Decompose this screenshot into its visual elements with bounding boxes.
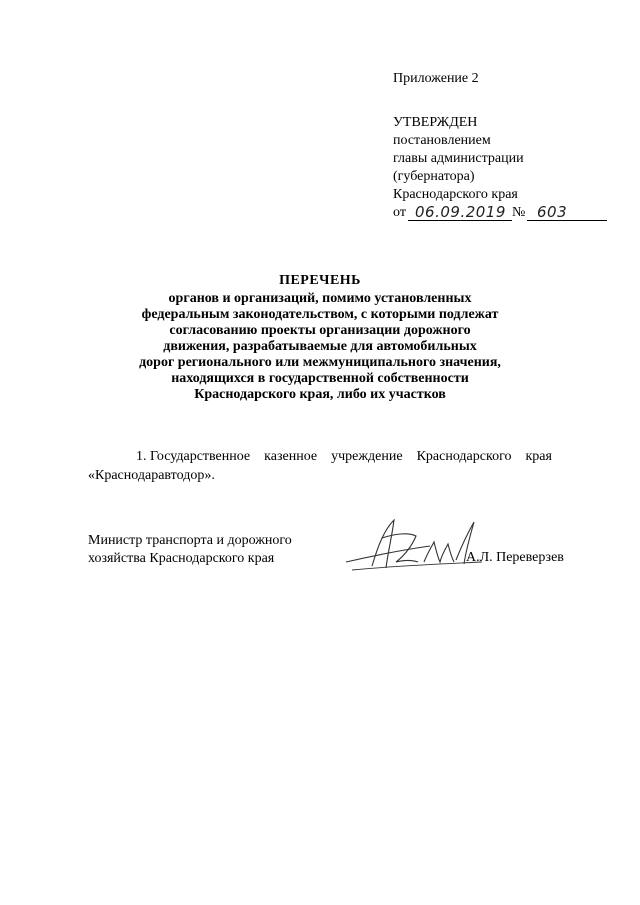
number-sign: № <box>512 205 526 220</box>
title-line: согласованию проекты организации дорожного <box>169 323 471 338</box>
approval-line-1: постановлением <box>393 133 491 148</box>
approval-line-4: Краснодарского края <box>393 187 518 202</box>
minister-title-line-2: хозяйства Краснодарского края <box>88 551 275 566</box>
title-line: дорог регионального или межмуниципального значения, <box>139 355 501 370</box>
item-word: Краснодарского <box>416 449 512 464</box>
decree-date: 06.09.2019 <box>415 203 506 221</box>
appendix-label: Приложение 2 <box>393 71 479 86</box>
title-line: органов и организаций, помимо установленных <box>168 291 472 306</box>
decree-number: 603 <box>537 203 568 221</box>
title-line: движения, разрабатываемые для автомобильных <box>163 339 477 354</box>
approval-stamp <box>393 70 568 222</box>
title-line: находящихся в государственной собственности <box>171 371 469 386</box>
approved-label: УТВЕРЖДЕН <box>393 115 478 130</box>
signer-name: А.Л. Переверзев <box>466 550 564 565</box>
item-word: края <box>525 449 552 464</box>
decree-date-number <box>393 203 568 222</box>
approval-line-2: главы администрации <box>393 151 524 166</box>
minister-title-line-1: Министр транспорта и дорожного <box>88 533 292 548</box>
minister-title <box>88 532 292 568</box>
item-word: учреждение <box>331 449 403 464</box>
item-word: 1. Государственное <box>136 449 251 464</box>
document-title <box>100 273 540 403</box>
title-line: федеральным законодательством, с которыми подлежат <box>141 307 499 322</box>
title-line: Краснодарского края, либо их участков <box>194 387 446 402</box>
from-label: от <box>393 205 406 220</box>
item-continuation: «Краснодаравтодор». <box>88 468 215 483</box>
list-item <box>88 447 552 485</box>
approval-line-3: (губернатора) <box>393 169 475 184</box>
item-word: казенное <box>264 449 318 464</box>
title-heading: ПЕРЕЧЕНЬ <box>279 273 361 288</box>
